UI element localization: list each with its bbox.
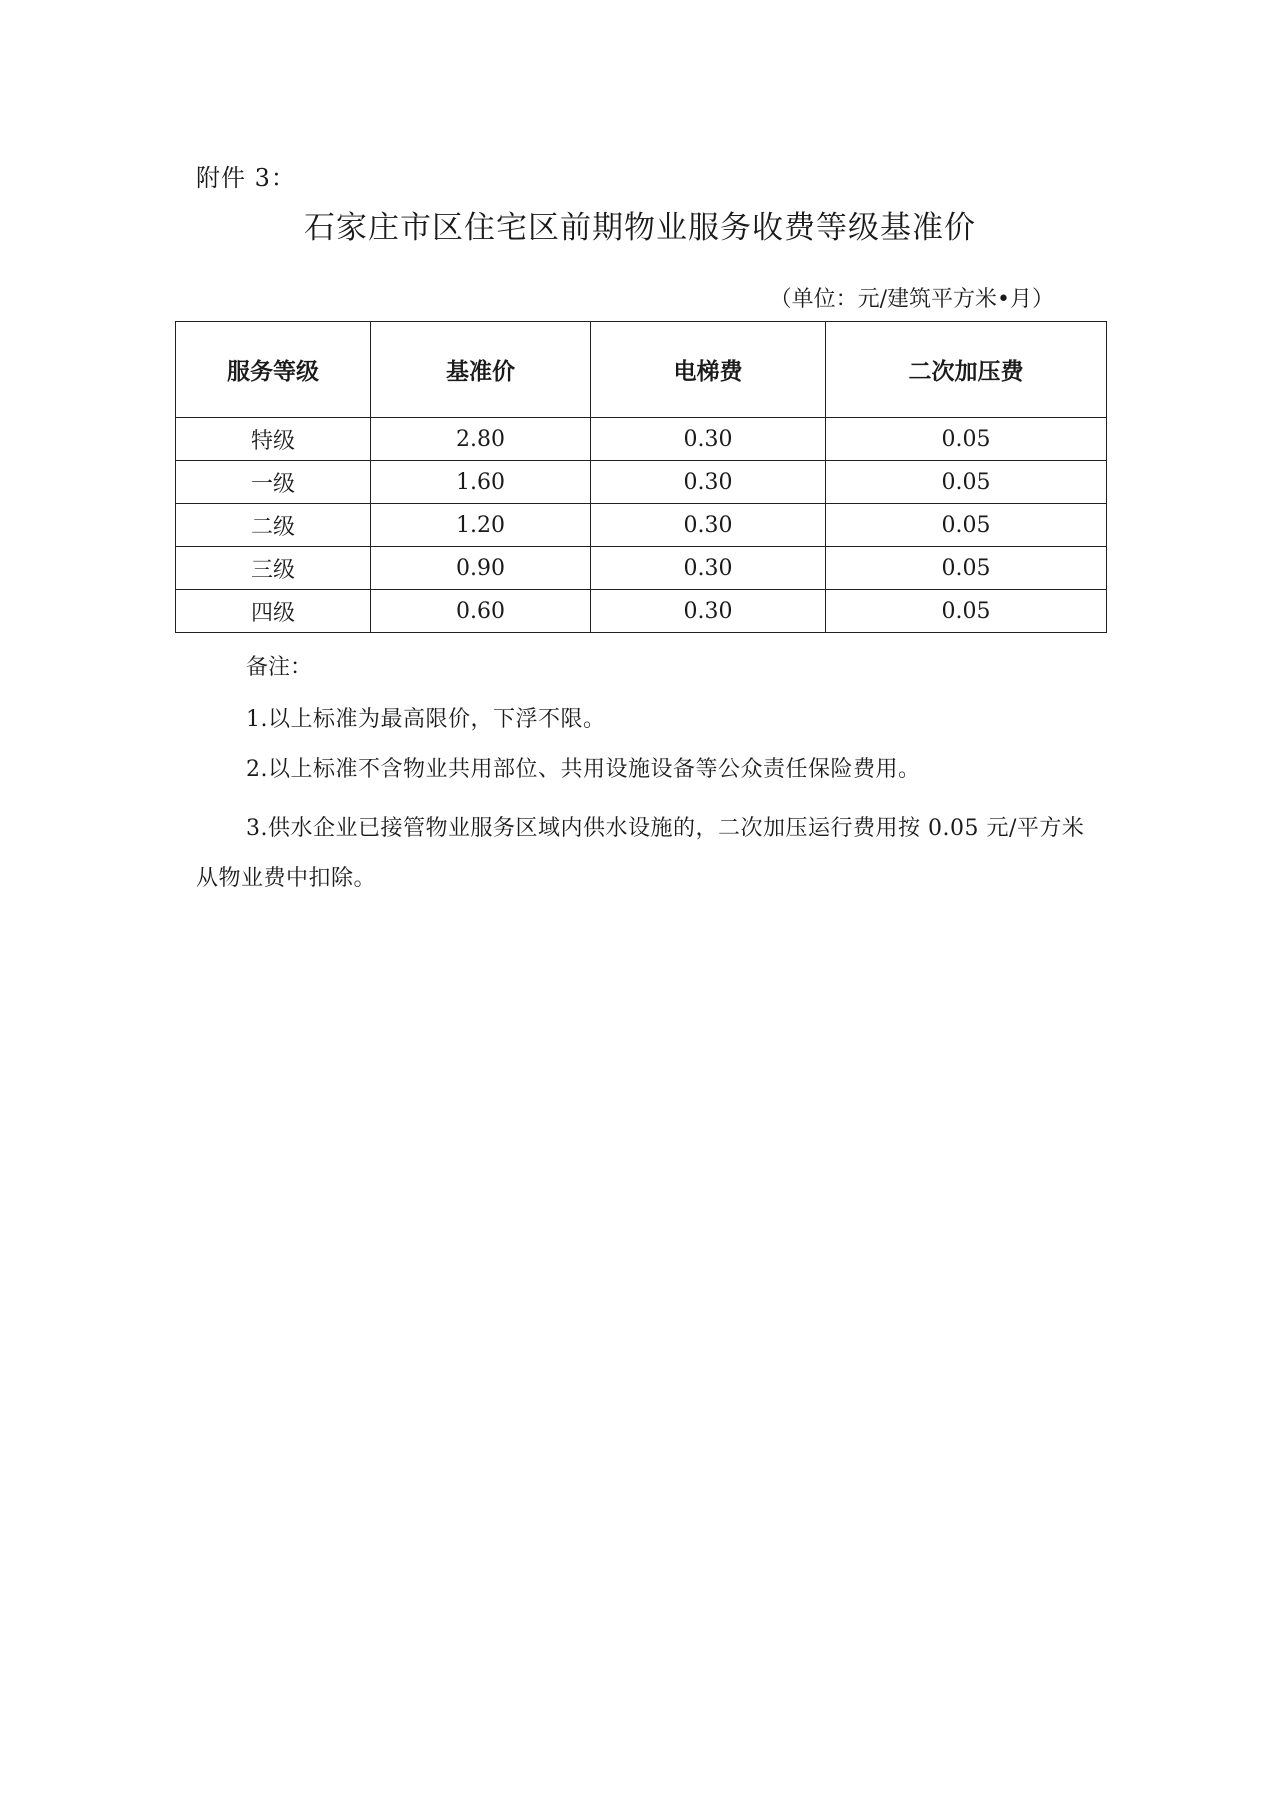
table-row <box>176 590 1107 633</box>
header-pressurization-fee: 二次加压费 <box>826 322 1107 418</box>
cell-base-price: 1.20 <box>371 504 591 547</box>
cell-pressurization-fee: 0.05 <box>826 547 1107 590</box>
table-row <box>176 418 1107 461</box>
header-service-level: 服务等级 <box>176 322 371 418</box>
cell-pressurization-fee: 0.05 <box>826 461 1107 504</box>
table-header-row <box>176 322 1107 418</box>
cell-elevator-fee: 0.30 <box>591 418 826 461</box>
remark-item: 2.以上标准不含物业共用部位、共用设施设备等公众责任保险费用。 <box>246 757 921 782</box>
header-base-price: 基准价 <box>371 322 591 418</box>
table-row <box>176 504 1107 547</box>
cell-base-price: 0.90 <box>371 547 591 590</box>
cell-service-level: 二级 <box>176 504 371 547</box>
cell-pressurization-fee: 0.05 <box>826 504 1107 547</box>
remark-item: 1.以上标准为最高限价，下浮不限。 <box>246 707 606 732</box>
cell-elevator-fee: 0.30 <box>591 590 826 633</box>
cell-pressurization-fee: 0.05 <box>826 590 1107 633</box>
cell-elevator-fee: 0.30 <box>591 504 826 547</box>
table-row <box>176 547 1107 590</box>
attachment-label: 附件 3： <box>196 164 296 192</box>
remark-item: 3.供水企业已接管物业服务区域内供水设施的，二次加压运行费用按 0.05 元/平方米从物业费中扣除。 <box>196 816 1085 891</box>
cell-base-price: 0.60 <box>371 590 591 633</box>
table-row <box>176 461 1107 504</box>
cell-base-price: 1.60 <box>371 461 591 504</box>
remarks-title: 备注： <box>246 655 313 680</box>
fee-table <box>175 321 1107 633</box>
cell-service-level: 三级 <box>176 547 371 590</box>
cell-service-level: 一级 <box>176 461 371 504</box>
cell-service-level: 四级 <box>176 590 371 633</box>
unit-note: （单位：元/建筑平方米•月） <box>769 287 1054 312</box>
cell-service-level: 特级 <box>176 418 371 461</box>
cell-base-price: 2.80 <box>371 418 591 461</box>
cell-pressurization-fee: 0.05 <box>826 418 1107 461</box>
page-title: 石家庄市区住宅区前期物业服务收费等级基准价 <box>304 210 976 246</box>
cell-elevator-fee: 0.30 <box>591 547 826 590</box>
cell-elevator-fee: 0.30 <box>591 461 826 504</box>
header-elevator-fee: 电梯费 <box>591 322 826 418</box>
remarks-section <box>196 652 1091 924</box>
